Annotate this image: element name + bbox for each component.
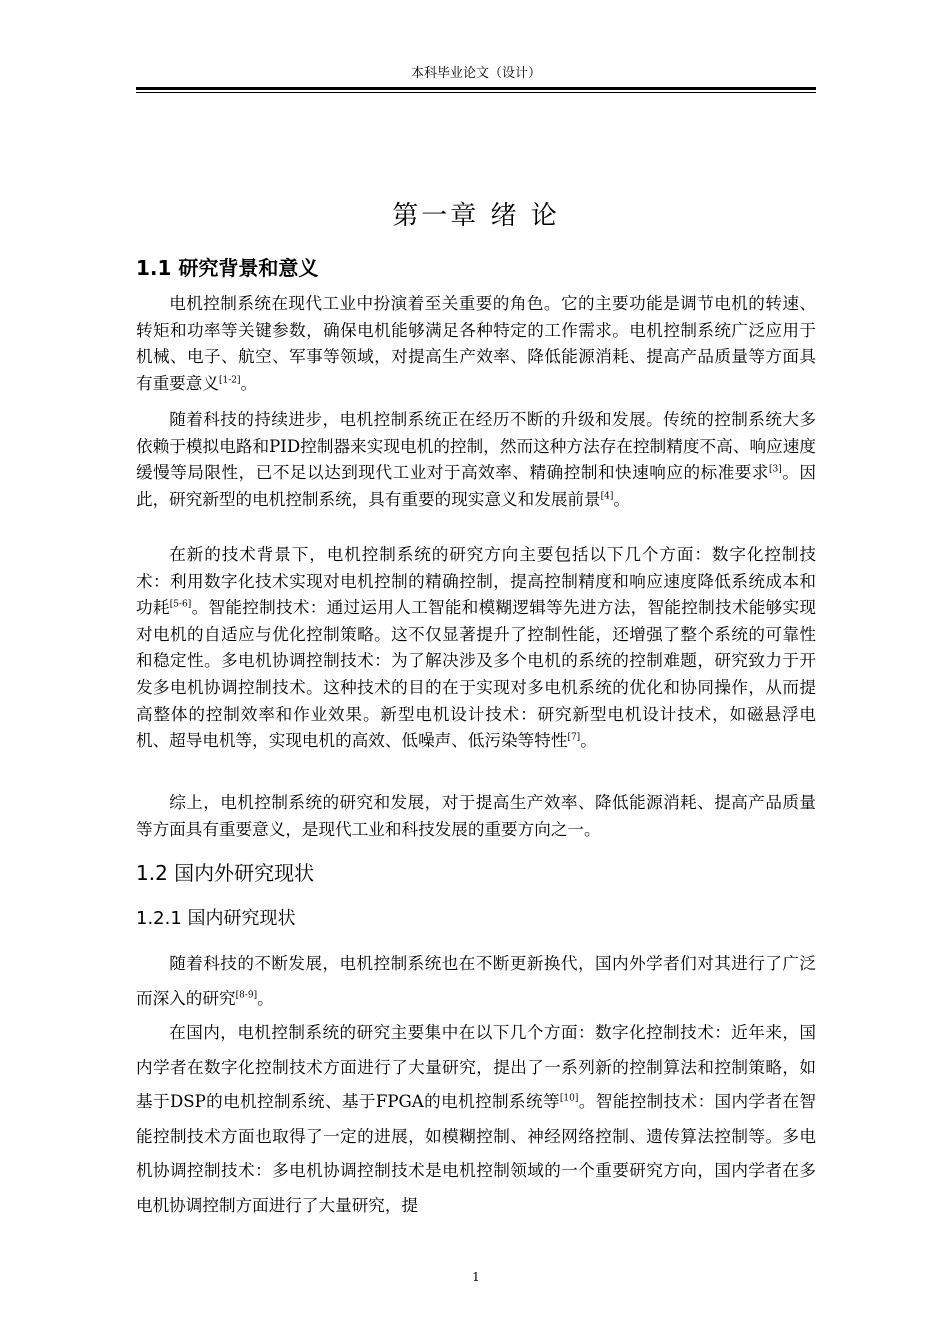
paragraph-tail: 。智能控制技术：通过运用人工智能和模糊逻辑等先进方法，智能控制技术能够实现对电机的自适应与优化控制策略。这不仅显著提升了控制性能，还增强了整个系统的可靠性和稳定性。多电机协调控制技术：为了解决涉及多个电机的系统的控制难题，研究致力于开发多电机协调控制技术。这种技术的目的在于实现对多电机系统的优化和协同操作，从而提高整体的控制效率和作业效果。新型电机设计技术：研究新型电机设计技术，如磁悬浮电机、超导电机等，实现电机的高效、低噪声、低污染等特性 — [136, 598, 817, 751]
paragraph-text: 综上，电机控制系统的研究和发展，对于提高生产效率、降低能源消耗、提高产品质量等方面具有重要意义，是现代工业和科技发展的重要方向之一。 — [136, 793, 816, 839]
paragraph-tail: 。 — [580, 731, 597, 751]
paragraph-1-2-1-2 — [136, 1016, 816, 1223]
page-number: 1 — [472, 1270, 480, 1284]
paragraph-tail: 。智能控制技术：国内学者在智能控制技术方面也取得了一定的进展，如模糊控制、神经网络控制、遗传算法控制等。多电机协调控制技术：多电机协调控制技术是电机控制领域的一个重要研究方向，国内学者在多电机协调控制方面进行了大量研究，提 — [136, 1092, 816, 1215]
citation: [5-6] — [169, 599, 192, 610]
citation: [1-2] — [218, 375, 241, 386]
paragraph-tail: 。 — [257, 988, 274, 1008]
citation: [4] — [600, 491, 614, 502]
paragraph-tail: 。 — [613, 489, 630, 509]
paragraph-1-1-2 — [136, 407, 816, 513]
paragraph-text: 电机控制系统在现代工业中扮演着至关重要的角色。它的主要功能是调节电机的转速、转矩和功率等关键参数，确保电机能够满足各种特定的工作需求。电机控制系统广泛应用于机械、电子、航空、军事等领域，对提高生产效率、降低能源消耗、提高产品质量等方面具有重要意义 — [136, 294, 816, 393]
chapter-title: 第一章 绪 论 — [392, 201, 560, 231]
section-heading-1-2-1: 1.2.1 国内研究现状 — [136, 908, 296, 929]
paragraph-1-1-3 — [136, 542, 816, 755]
citation: [8-9] — [235, 989, 258, 1000]
running-header: 本科毕业论文（设计） — [410, 66, 541, 81]
section-heading-1-1: 1.1 研究背景和意义 — [136, 256, 319, 280]
section-heading-1-2: 1.2 国内外研究现状 — [136, 861, 315, 885]
paragraph-text: 随着科技的不断发展，电机控制系统也在不断更新换代，国内外学者们对其进行了广泛而深入的研究 — [136, 954, 816, 1008]
paragraph-text: 随着科技的持续进步，电机控制系统正在经历不断的升级和发展。传统的控制系统大多依赖于模拟电路和PID控制器来实现电机的控制，然而这种方法存在控制精度不高、响应速度缓慢等局限性，已不足以达到现代工业对于高效率、精确控制和快速响应的标准要求 — [136, 410, 816, 483]
paragraph-text: 在新的技术背景下，电机控制系统的研究方向主要包括以下几个方面：数字化控制技术：利用数字化技术实现对电机控制的精确控制，提高控制精度和响应速度降低系统成本和功耗 — [136, 545, 816, 618]
header-rule-thick — [136, 87, 816, 90]
citation: [7] — [567, 732, 581, 743]
paragraph-1-1-4 — [136, 790, 816, 843]
citation: [10] — [559, 1093, 579, 1104]
paragraph-tail: 。 — [240, 373, 258, 393]
paragraph-1-2-1-1 — [136, 947, 816, 1016]
paragraph-text: 在国内，电机控制系统的研究主要集中在以下几个方面：数字化控制技术：近年来，国内学者在数字化控制技术方面进行了大量研究，提出了一系列新的控制算法和控制策略，如基于DSP的电机控制系统、基于FPGA的电机控制系统等 — [136, 1023, 816, 1111]
header-rule-thin — [136, 92, 816, 93]
paragraph-1-1-1 — [136, 291, 816, 397]
citation: [3] — [769, 464, 782, 475]
paragraph-tail: 。因此，研究新型的电机控制系统，具有重要的现实意义和发展前景 — [136, 463, 816, 509]
